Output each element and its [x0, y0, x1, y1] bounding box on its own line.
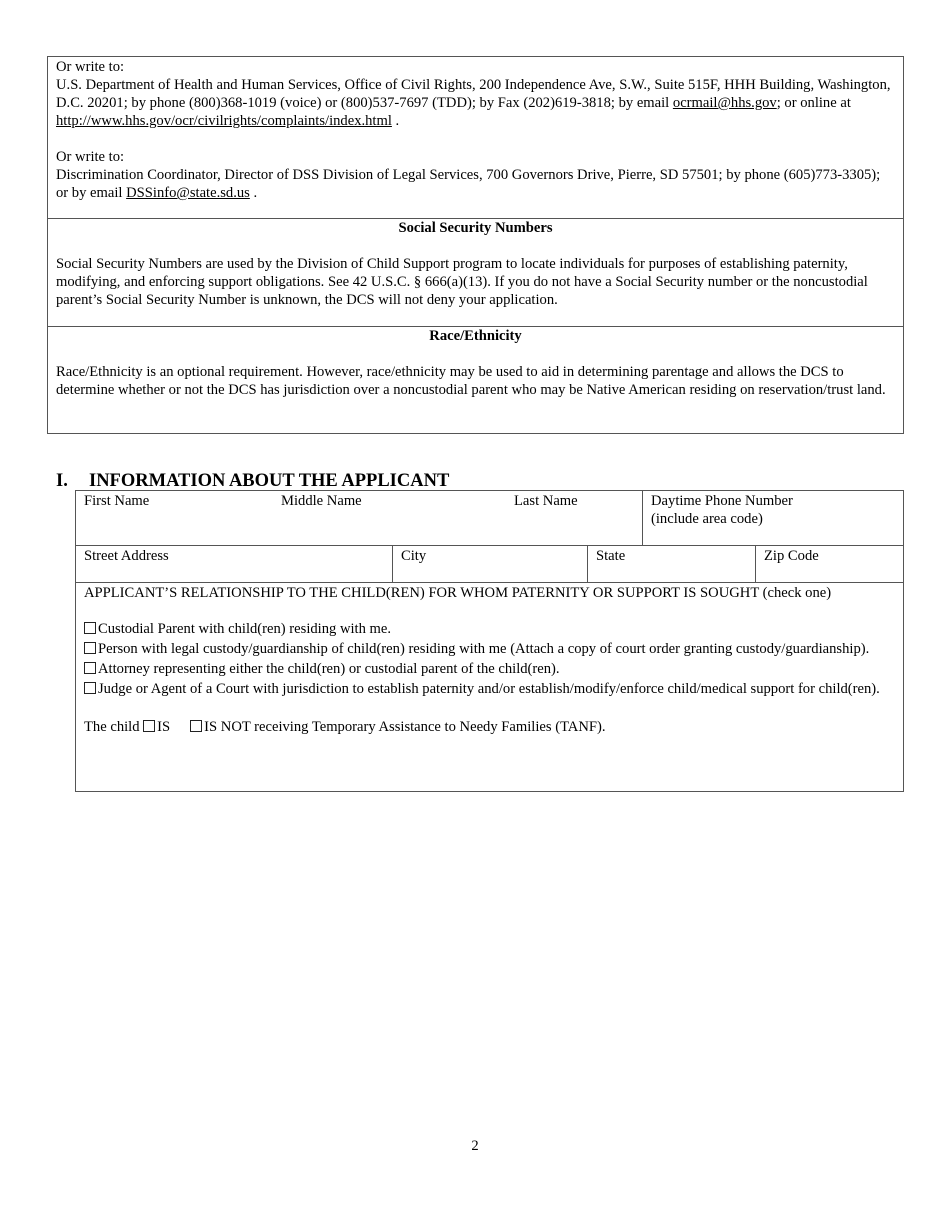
race-body: Race/Ethnicity is an optional requirement. However, race/ethnicity may be used to aid in determining parentage and allows the DCS to determine whether or not the DCS has jurisdiction over a noncustodial parent who may be Native American residing on reservation/trust land. [56, 364, 886, 398]
phone-field[interactable] [643, 491, 904, 545]
race-section [48, 327, 903, 399]
contact-hhs-end: . [391, 113, 400, 129]
street-address-label: Street Address [84, 548, 169, 564]
street-address-field[interactable] [76, 546, 392, 582]
section-number: I. [56, 471, 68, 491]
checkbox-icon[interactable] [84, 682, 96, 694]
ssn-body: Social Security Numbers are used by the Division of Child Support program to locate individuals for purposes of establishing paternity, modifying, and enforcing support obligations. See 42 U.S.C. § 666(a)(13). If you do not have a Social Security number or the noncustodial parent’s Social Security Number is unknown, the DCS will not deny your application. [56, 256, 868, 308]
ssn-section [48, 219, 903, 309]
state-label: State [596, 548, 626, 564]
checkbox-icon[interactable] [190, 720, 202, 732]
checkbox-icon[interactable] [84, 642, 96, 654]
middle-name-label: Middle Name [281, 493, 362, 509]
option-legal-custody[interactable] [84, 640, 895, 658]
contact-hhs-address: U.S. Department of Health and Human Services, Office of Civil Rights, 200 Independence Ave, S.W., Suite 515F, HHH Building, Washington, D.C. 20201; by phone (800)368-1019 (voice) or (800)537-7697 (TDD); by Fax (202)619-3818; by email [56, 77, 891, 111]
dss-email-link[interactable]: DSSinfo@state.sd.us [126, 185, 250, 201]
info-box [47, 56, 904, 434]
first-name-label: First Name [84, 493, 150, 509]
checkbox-icon[interactable] [143, 720, 155, 732]
contact-dss-end: . [249, 185, 258, 201]
zip-code-field[interactable] [756, 546, 904, 582]
option-label: Person with legal custody/guardianship of child(ren) residing with me (Attach a copy of court order granting custody/guardianship). [98, 641, 870, 657]
city-label: City [401, 548, 427, 564]
option-label: Custodial Parent with child(ren) residing with me. [98, 621, 392, 637]
tanf-prefix: The child [84, 719, 144, 735]
city-field[interactable] [393, 546, 587, 582]
contact-dss-text [56, 166, 895, 202]
contact-hhs-intro: Or write to: [56, 59, 125, 75]
state-field[interactable] [588, 546, 755, 582]
contact-dss-intro: Or write to: [56, 149, 125, 165]
tanf-is-label: IS [157, 719, 171, 735]
hhs-url-link[interactable]: http://www.hhs.gov/ocr/civilrights/complaints/index.html [56, 113, 392, 129]
hhs-email-link[interactable]: ocrmail@hhs.gov [672, 95, 777, 111]
zip-code-label: Zip Code [764, 548, 819, 564]
tanf-is-not-label: IS NOT receiving Temporary Assistance to Needy Families (TANF). [204, 719, 606, 735]
contact-dss [48, 148, 903, 202]
option-judge-agent[interactable] [84, 680, 895, 698]
applicant-form [75, 490, 904, 792]
option-attorney[interactable] [84, 660, 895, 678]
contact-dss-address: Discrimination Coordinator, Director of DSS Division of Legal Services, 700 Governors Drive, Pierre, SD 57501; by phone (605)773-3305); or by email [56, 167, 881, 201]
option-label: Attorney representing either the child(ren) or custodial parent of the child(ren). [98, 661, 560, 677]
relationship-section [76, 583, 903, 737]
race-title: Race/Ethnicity [429, 328, 522, 344]
phone-hint: (include area code) [651, 511, 763, 527]
name-field-group[interactable] [76, 491, 642, 509]
option-label: Judge or Agent of a Court with jurisdiction to establish paternity and/or establish/modify/enforce child/medical support for child(ren). [98, 681, 880, 697]
ssn-title: Social Security Numbers [398, 220, 553, 236]
tanf-question [84, 718, 895, 736]
relationship-title: APPLICANT’S RELATIONSHIP TO THE CHILD(REN) FOR WHOM PATERNITY OR SUPPORT IS SOUGHT (check one) [84, 585, 832, 601]
checkbox-icon[interactable] [84, 662, 96, 674]
section-title: INFORMATION ABOUT THE APPLICANT [89, 471, 450, 491]
contact-hhs-text [56, 76, 895, 130]
contact-hhs-mid: ; or online at [776, 95, 851, 111]
contact-hhs [48, 58, 903, 130]
phone-label: Daytime Phone Number [651, 493, 793, 509]
last-name-label: Last Name [514, 493, 578, 509]
section-heading [56, 471, 449, 491]
option-custodial-parent[interactable] [84, 620, 895, 638]
checkbox-icon[interactable] [84, 622, 96, 634]
page-number: 2 [471, 1138, 479, 1154]
